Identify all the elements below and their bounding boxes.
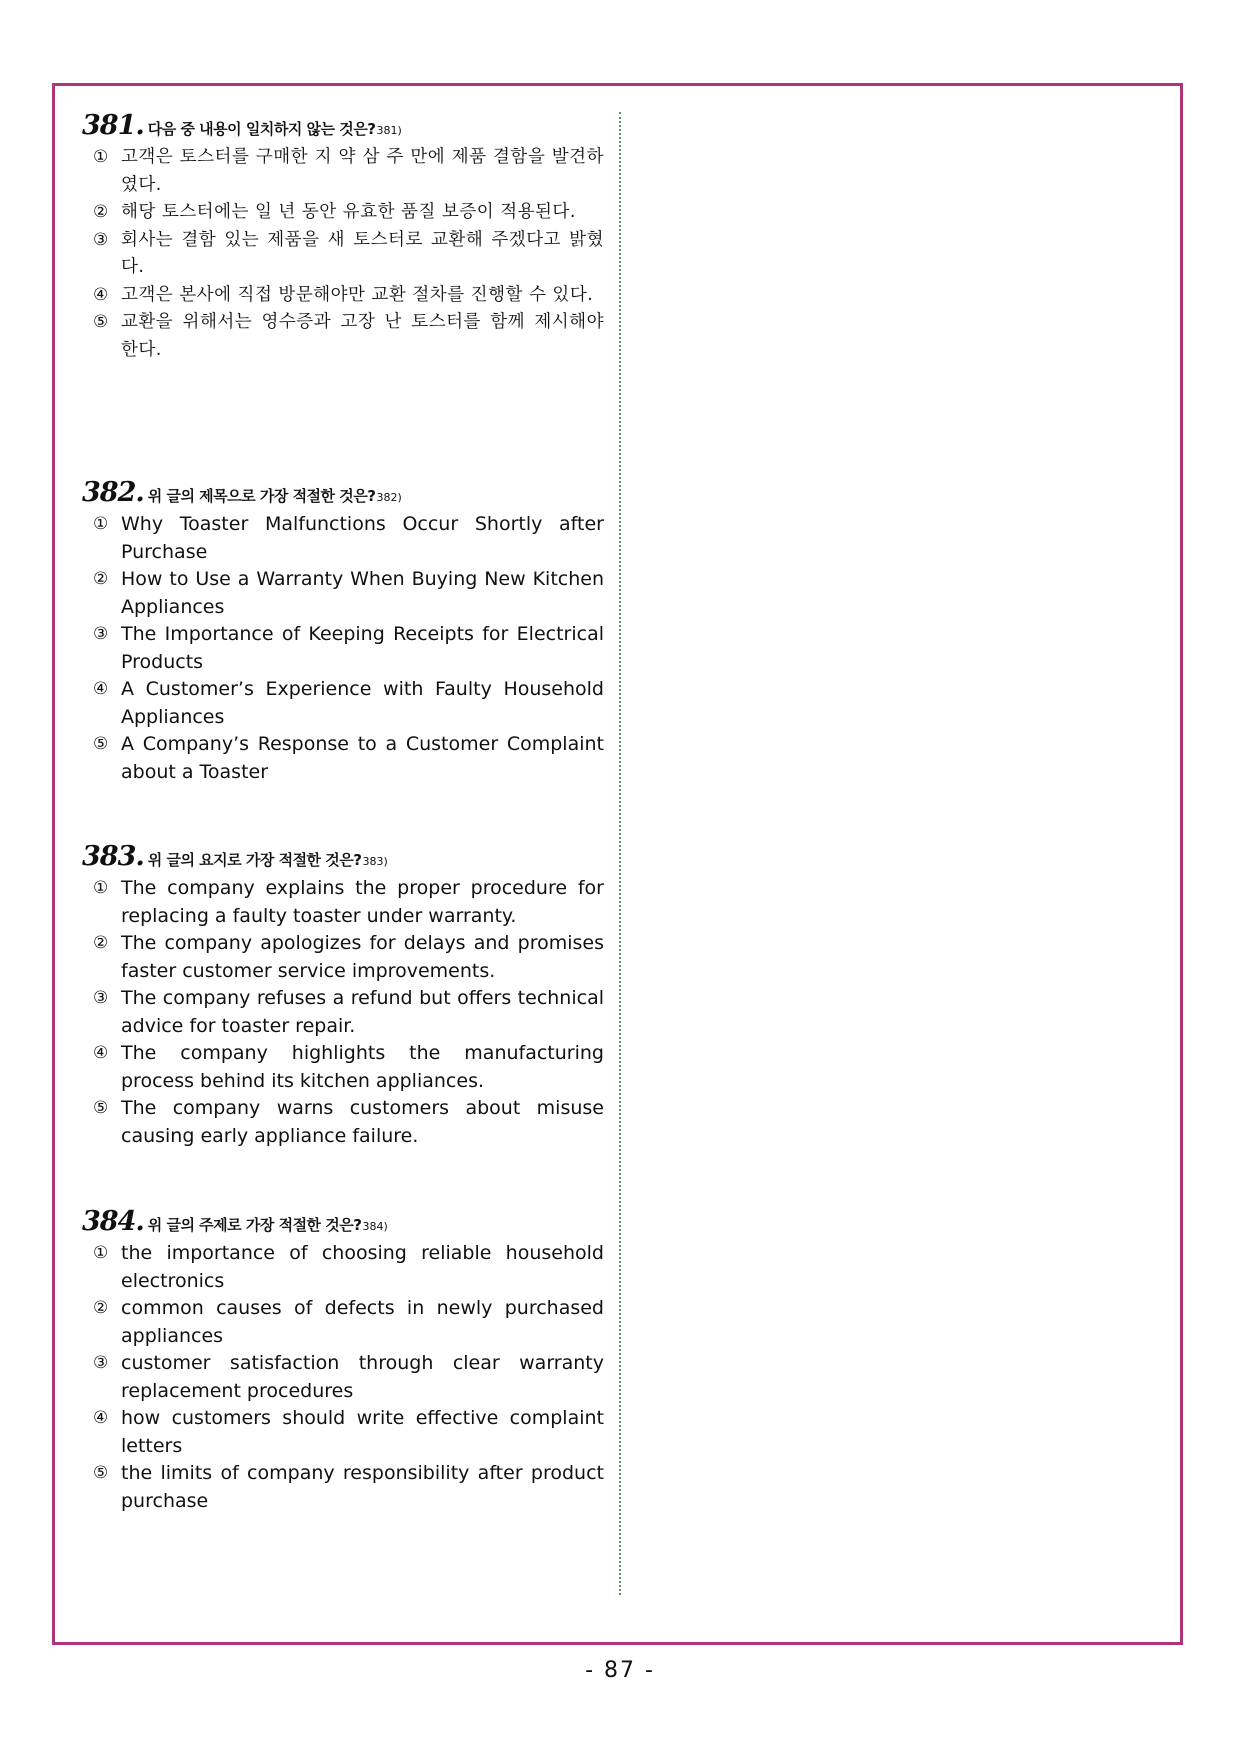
option-text: How to Use a Warranty When Buying New Kitchen Appliances [121, 568, 604, 618]
question-header [82, 1206, 604, 1237]
option-marker: ② [93, 933, 109, 953]
option-marker: ③ [93, 229, 109, 250]
option-marker: ② [93, 569, 109, 589]
option-text: The Importance of Keeping Receipts for Electrical Products [121, 623, 604, 673]
option-marker: ① [93, 878, 109, 898]
option-text: A Customer’s Experience with Faulty Household Appliances [121, 678, 604, 728]
option-text: the importance of choosing reliable household electronics [121, 1242, 604, 1292]
option-2 [82, 930, 604, 985]
option-marker: ② [93, 1298, 109, 1318]
option-4 [82, 1040, 604, 1095]
option-text: The company refuses a refund but offers technical advice for toaster repair. [121, 987, 604, 1037]
option-marker: ② [93, 202, 109, 222]
option-3 [82, 621, 604, 676]
option-marker: ⑤ [93, 1463, 109, 1483]
option-text: The company apologizes for delays and promises faster customer service improvements. [121, 932, 604, 982]
question-381 [82, 110, 604, 364]
option-4 [82, 1405, 604, 1460]
option-text: The company explains the proper procedure for replacing a faulty toaster under warranty. [121, 877, 604, 927]
option-text: Why Toaster Malfunctions Occur Shortly after Purchase [121, 513, 604, 563]
option-text: 교환을 위해서는 영수증과 고장 난 토스터를 함께 제시해야 한다. [121, 312, 604, 360]
option-marker: ① [93, 1243, 109, 1263]
option-1 [82, 1240, 604, 1295]
question-stem: 위 글의 제목으로 가장 적절한 것은? [147, 487, 376, 505]
footnote-ref: 381) [376, 124, 402, 137]
option-marker: ④ [93, 679, 109, 699]
footnote-ref: 383) [362, 855, 388, 868]
option-marker: ③ [93, 1353, 109, 1373]
option-text: The company warns customers about misuse causing early appliance failure. [121, 1097, 604, 1147]
option-text: customer satisfaction through clear warranty replacement procedures [121, 1352, 604, 1402]
option-2 [82, 566, 604, 621]
option-list [82, 1240, 604, 1515]
footnote-ref: 384) [362, 1220, 388, 1233]
footnote-ref: 382) [376, 491, 402, 504]
question-384 [82, 1206, 604, 1515]
option-1 [82, 875, 604, 930]
option-text: The company highlights the manufacturing process behind its kitchen appliances. [121, 1042, 604, 1092]
option-list [82, 144, 604, 364]
question-header [82, 110, 604, 141]
option-marker: ① [93, 147, 109, 167]
option-4 [82, 676, 604, 731]
option-text: 회사는 결함 있는 제품을 새 토스터로 교환해 주겠다고 밝혔다. [121, 229, 604, 277]
option-2 [82, 199, 604, 227]
option-5 [82, 1095, 604, 1150]
option-5 [82, 309, 604, 364]
option-marker: ⑤ [93, 1098, 109, 1118]
option-3 [82, 1350, 604, 1405]
option-text: A Company’s Response to a Customer Complaint about a Toaster [121, 733, 604, 783]
question-number: 382. [82, 477, 144, 508]
option-1 [82, 511, 604, 566]
option-5 [82, 731, 604, 786]
question-stem: 다음 중 내용이 일치하지 않는 것은? [147, 120, 376, 138]
question-number: 381. [82, 110, 144, 141]
question-number: 383. [82, 841, 144, 872]
option-text: common causes of defects in newly purchased appliances [121, 1297, 604, 1347]
option-2 [82, 1295, 604, 1350]
option-marker: ④ [93, 1043, 109, 1063]
option-marker: ④ [93, 1408, 109, 1428]
question-383 [82, 841, 604, 1150]
option-list [82, 875, 604, 1150]
option-text: how customers should write effective complaint letters [121, 1407, 604, 1457]
option-marker: ⑤ [93, 734, 109, 754]
option-3 [82, 985, 604, 1040]
option-text: 해당 토스터에는 일 년 동안 유효한 품질 보증이 적용된다. [121, 202, 576, 222]
column-divider [619, 112, 621, 1595]
option-marker: ④ [93, 284, 109, 305]
page-number: - 87 - [585, 1658, 655, 1683]
question-number: 384. [82, 1206, 144, 1237]
question-stem: 위 글의 주제로 가장 적절한 것은? [147, 1216, 362, 1234]
option-marker: ③ [93, 988, 109, 1008]
question-stem: 위 글의 요지로 가장 적절한 것은? [147, 851, 362, 869]
option-marker: ⑤ [93, 312, 109, 332]
option-marker: ① [93, 514, 109, 534]
option-text: 고객은 토스터를 구매한 지 약 삼 주 만에 제품 결함을 발견하였다. [121, 147, 604, 195]
question-header [82, 477, 604, 508]
option-4 [82, 282, 604, 310]
option-text: 고객은 본사에 직접 방문해야만 교환 절차를 진행할 수 있다. [121, 284, 594, 305]
question-header [82, 841, 604, 872]
option-1 [82, 144, 604, 199]
option-list [82, 511, 604, 786]
question-382 [82, 477, 604, 786]
option-text: the limits of company responsibility after product purchase [121, 1462, 604, 1512]
option-marker: ③ [93, 624, 109, 644]
option-5 [82, 1460, 604, 1515]
option-3 [82, 227, 604, 282]
